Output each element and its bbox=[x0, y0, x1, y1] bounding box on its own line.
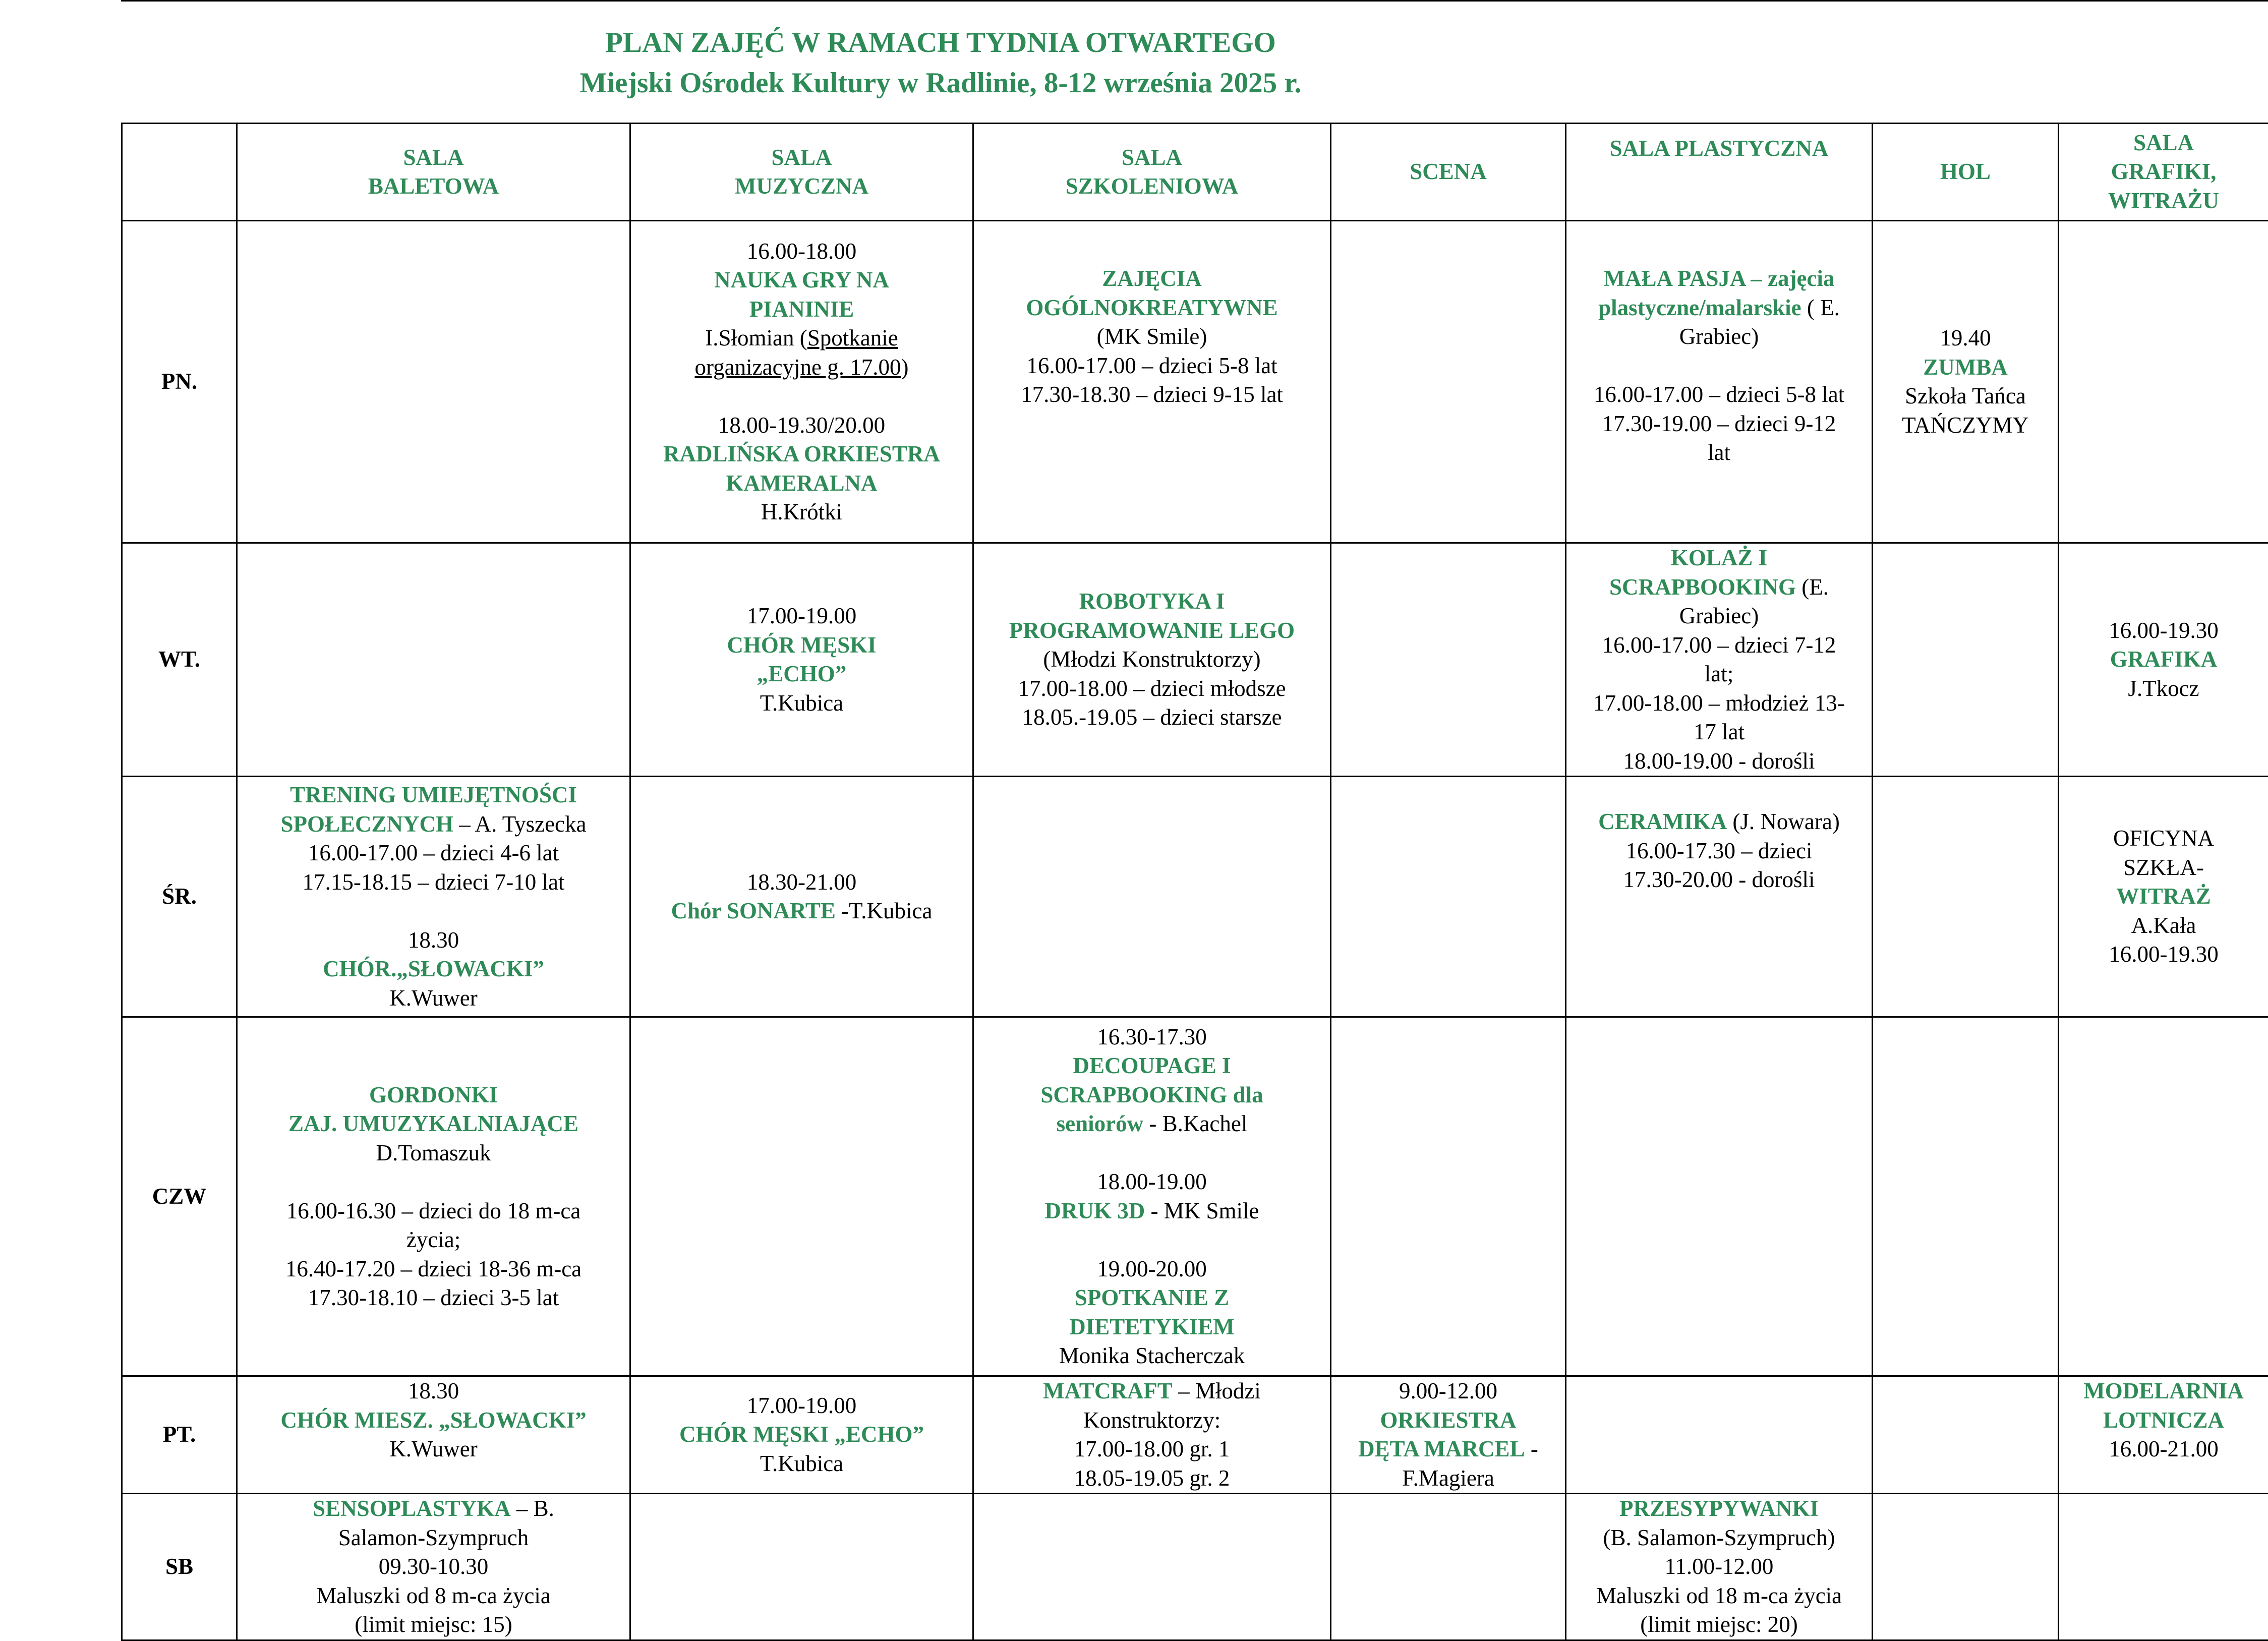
header-sala-plastyczna: SALA PLASTYCZNA bbox=[1566, 124, 1873, 221]
top-rule bbox=[121, 0, 2268, 2]
cell-czw-hol bbox=[1873, 1017, 2059, 1376]
page-title: PLAN ZAJĘĆ W RAMACH TYDNIA OTWARTEGO bbox=[0, 25, 1881, 61]
cell-czw-muzyczna bbox=[630, 1017, 973, 1376]
cell-wt-muzyczna: 17.00-19.00 CHÓR MĘSKI „ECHO” T.Kubica bbox=[630, 543, 973, 777]
cell-wt-szkoleniowa: ROBOTYKA I PROGRAMOWANIE LEGO (Młodzi Konstruktorzy) 17.00-18.00 – dzieci młodsze 18.05.-19.05 – dzieci starsze bbox=[973, 543, 1331, 777]
day-label: CZW bbox=[122, 1017, 237, 1376]
cell-czw-baletowa: GORDONKI ZAJ. UMUZYKALNIAJĄCE D.Tomaszuk 16.00-16.30 – dzieci do 18 m-ca życia; 16.40-17.20 – dzieci 18-36 m-ca 17.30-18.10 – dzieci 3-5 lat bbox=[237, 1017, 630, 1376]
cell-sb-scena bbox=[1331, 1494, 1566, 1640]
cell-pt-muzyczna: 17.00-19.00 CHÓR MĘSKI „ECHO” T.Kubica bbox=[630, 1376, 973, 1494]
cell-sb-baletowa: SENSOPLASTYKA – B. Salamon-Szympruch 09.30-10.30 Maluszki od 8 m-ca życia (limit miejsc: 15) bbox=[237, 1494, 630, 1640]
cell-czw-grafiki bbox=[2059, 1017, 2268, 1376]
cell-pn-baletowa bbox=[237, 221, 630, 543]
row-wt bbox=[122, 543, 2268, 777]
header-sala-baletowa: SALA BALETOWA bbox=[237, 124, 630, 221]
cell-sr-hol bbox=[1873, 777, 2059, 1017]
row-sr bbox=[122, 777, 2268, 1017]
cell-czw-szkoleniowa: 16.30-17.30 DECOUPAGE I SCRAPBOOKING dla seniorów - B.Kachel 18.00-19.00 DRUK 3D - MK Smile 19.00-20.00 SPOTKANIE Z DIETETYKIEM Monika Stacherczak bbox=[973, 1017, 1331, 1376]
cell-pn-scena bbox=[1331, 221, 1566, 543]
cell-pt-grafiki: MODELARNIA LOTNICZA 16.00-21.00 bbox=[2059, 1376, 2268, 1494]
row-pn bbox=[122, 221, 2268, 543]
cell-sb-hol bbox=[1873, 1494, 2059, 1640]
header-scena: SCENA bbox=[1331, 124, 1566, 221]
cell-sr-scena bbox=[1331, 777, 1566, 1017]
day-label: PN. bbox=[122, 221, 237, 543]
cell-wt-plastyczna: KOLAŻ I SCRAPBOOKING (E. Grabiec) 16.00-17.00 – dzieci 7-12 lat; 17.00-18.00 – młodzież 13- 17 lat 18.00-19.00 - dorośli bbox=[1566, 543, 1873, 777]
day-label: ŚR. bbox=[122, 777, 237, 1017]
cell-pn-szkoleniowa: ZAJĘCIA OGÓLNOKREATYWNE (MK Smile) 16.00-17.00 – dzieci 5-8 lat 17.30-18.30 – dzieci 9-15 lat bbox=[973, 221, 1331, 543]
row-sb bbox=[122, 1494, 2268, 1640]
cell-sb-grafiki bbox=[2059, 1494, 2268, 1640]
day-label: WT. bbox=[122, 543, 237, 777]
row-pt bbox=[122, 1376, 2268, 1494]
cell-pn-muzyczna: 16.00-18.00 NAUKA GRY NA PIANINIE I.Słomian (Spotkanie organizacyjne g. 17.00) 18.00-19.30/20.00 RADLIŃSKA ORKIESTRA KAMERALNA H.Krótki bbox=[630, 221, 973, 543]
cell-wt-grafiki: 16.00-19.30 GRAFIKA J.Tkocz bbox=[2059, 543, 2268, 777]
cell-wt-hol bbox=[1873, 543, 2059, 777]
cell-czw-scena bbox=[1331, 1017, 1566, 1376]
day-label: PT. bbox=[122, 1376, 237, 1494]
cell-sr-muzyczna: 18.30-21.00 Chór SONARTE -T.Kubica bbox=[630, 777, 973, 1017]
cell-pt-baletowa: 18.30 CHÓR MIESZ. „SŁOWACKI” K.Wuwer bbox=[237, 1376, 630, 1494]
page-subtitle: Miejski Ośrodek Kultury w Radlinie, 8-12 września 2025 r. bbox=[0, 66, 1881, 101]
cell-sb-plastyczna: PRZESYPYWANKI (B. Salamon-Szympruch) 11.00-12.00 Maluszki od 18 m-ca życia (limit miejsc: 20) bbox=[1566, 1494, 1873, 1640]
header-hol: HOL bbox=[1873, 124, 2059, 221]
schedule-table bbox=[121, 123, 2268, 1641]
row-czw bbox=[122, 1017, 2268, 1376]
cell-wt-baletowa bbox=[237, 543, 630, 777]
cell-sb-muzyczna bbox=[630, 1494, 973, 1640]
cell-pn-hol: 19.40 ZUMBA Szkoła Tańca TAŃCZYMY bbox=[1873, 221, 2059, 543]
cell-czw-plastyczna bbox=[1566, 1017, 1873, 1376]
cell-sr-plastyczna: CERAMIKA (J. Nowara) 16.00-17.30 – dzieci 17.30-20.00 - dorośli bbox=[1566, 777, 1873, 1017]
header-sala-grafiki: SALA GRAFIKI, WITRAŻU bbox=[2059, 124, 2268, 221]
header-corner bbox=[122, 124, 237, 221]
header-sala-szkoleniowa: SALA SZKOLENIOWA bbox=[973, 124, 1331, 221]
cell-sr-grafiki: OFICYNA SZKŁA- WITRAŻ A.Kała 16.00-19.30 bbox=[2059, 777, 2268, 1017]
header-row bbox=[122, 124, 2268, 221]
cell-pt-hol bbox=[1873, 1376, 2059, 1494]
day-label: SB bbox=[122, 1494, 237, 1640]
cell-pt-szkoleniowa: MATCRAFT – Młodzi Konstruktorzy: 17.00-18.00 gr. 1 18.05-19.05 gr. 2 bbox=[973, 1376, 1331, 1494]
cell-pn-plastyczna: MAŁA PASJA – zajęcia plastyczne/malarskie ( E. Grabiec) 16.00-17.00 – dzieci 5-8 lat 17.30-19.00 – dzieci 9-12 lat bbox=[1566, 221, 1873, 543]
cell-sr-baletowa: TRENING UMIEJĘTNOŚCI SPOŁECZNYCH – A. Tyszecka 16.00-17.00 – dzieci 4-6 lat 17.15-18.15 – dzieci 7-10 lat 18.30 CHÓR.„SŁOWACKI” K.Wuwer bbox=[237, 777, 630, 1017]
cell-sr-szkoleniowa bbox=[973, 777, 1331, 1017]
header-sala-muzyczna: SALA MUZYCZNA bbox=[630, 124, 973, 221]
cell-sb-szkoleniowa bbox=[973, 1494, 1331, 1640]
cell-pt-plastyczna bbox=[1566, 1376, 1873, 1494]
cell-pt-scena: 9.00-12.00 ORKIESTRA DĘTA MARCEL - F.Magiera bbox=[1331, 1376, 1566, 1494]
cell-pn-grafiki bbox=[2059, 221, 2268, 543]
cell-wt-scena bbox=[1331, 543, 1566, 777]
